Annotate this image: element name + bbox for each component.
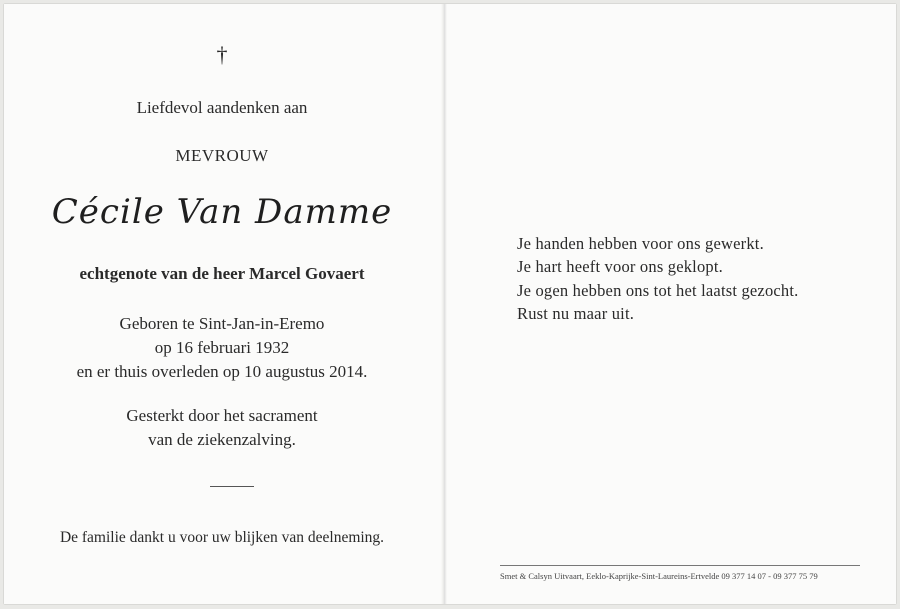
poem-line: Je hart heeft voor ons geklopt. [517, 257, 723, 277]
memorial-card [4, 4, 896, 604]
poem [517, 232, 799, 325]
poem-line: Rust nu maar uit. [517, 303, 635, 323]
footer-rule [500, 565, 860, 566]
born-line-1: Geboren te Sint-Jan-in-Eremo [119, 314, 325, 333]
deceased-name: Cécile Van Damme [51, 192, 393, 232]
card-fold [441, 4, 447, 604]
cross-icon: † [216, 42, 228, 67]
intro-text: Liefdevol aandenken aan [136, 98, 308, 117]
poem-line: Je ogen hebben ons tot het laatst gezocht. [517, 280, 799, 300]
funeral-home-footer: Smet & Calsyn Uitvaart, Eeklo-Kaprijke-Sint-Laureins-Ertvelde 09 377 14 07 - 09 377 75 79 [500, 571, 818, 581]
left-panel [4, 4, 440, 604]
spouse-text: echtgenote van de heer Marcel Govaert [79, 264, 365, 283]
died-line: en er thuis overleden op 10 augustus 2014. [76, 362, 368, 381]
born-line-2: op 16 februari 1932 [154, 338, 290, 357]
right-panel [448, 4, 896, 604]
sacrament-line-1: Gesterkt door het sacrament [126, 406, 318, 425]
poem-line: Je handen hebben voor ons gewerkt. [517, 234, 764, 253]
title-text: MEVROUW [175, 146, 269, 165]
sacrament-line-2: van de ziekenzalving. [148, 430, 296, 449]
thanks-text: De familie dankt u voor uw blijken van deelneming. [59, 529, 385, 546]
divider-line [210, 486, 254, 487]
